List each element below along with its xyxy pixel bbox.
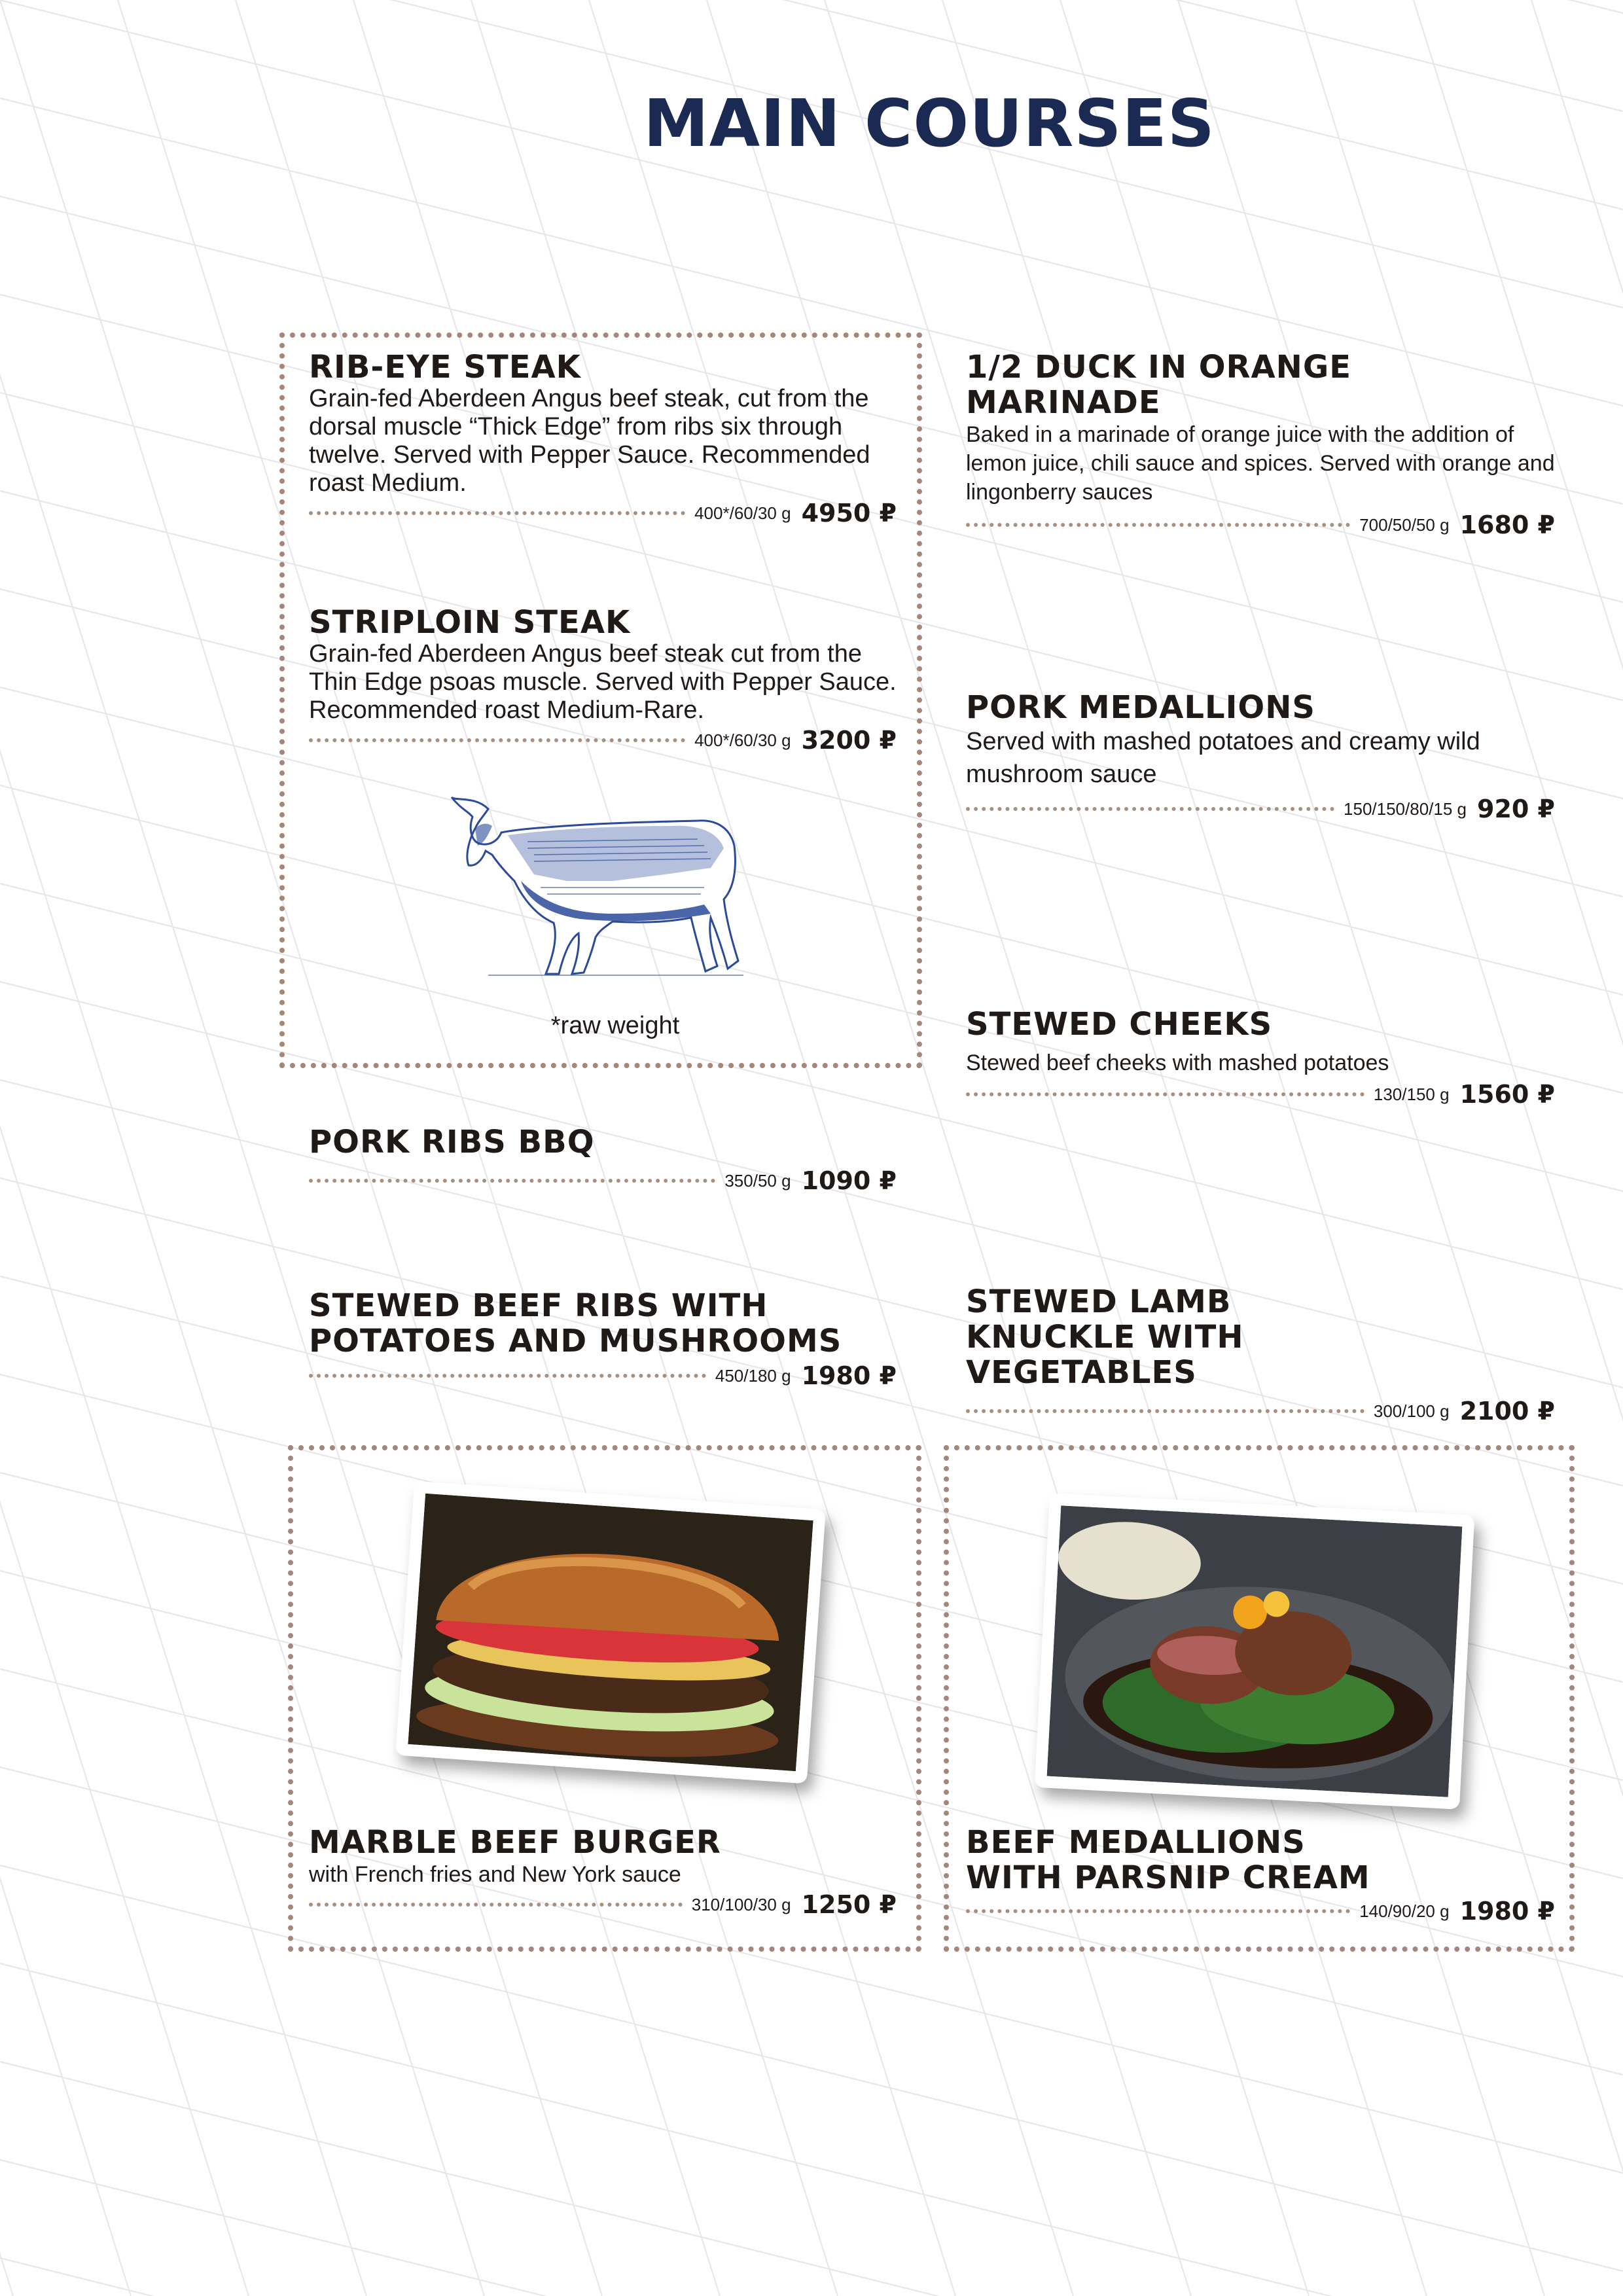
dish-name: BEEF MEDALLIONS WITH PARSNIP CREAM xyxy=(966,1824,1370,1896)
dish-name: RIB-EYE STEAK xyxy=(309,349,581,386)
page-title: MAIN COURSES xyxy=(643,85,1215,162)
dish-price: 1560 ₽ xyxy=(1459,1080,1555,1109)
menu-item-striploin xyxy=(309,605,897,755)
dotted-leader xyxy=(966,1092,1364,1096)
menu-item-duck xyxy=(966,350,1555,539)
dish-description: Baked in a marinade of orange juice with the addition of lemon juice, chili sauce and spices. Served with orange and lingonberry sauces xyxy=(966,422,1555,505)
menu-item-rib-eye xyxy=(309,350,897,528)
dish-weight: 700/50/50 g xyxy=(1359,514,1450,535)
menu-item-stewed-beef-ribs xyxy=(309,1288,897,1390)
dish-weight: 140/90/20 g xyxy=(1359,1901,1450,1921)
burger-photo xyxy=(395,1481,826,1784)
dish-name: 1/2 DUCK IN ORANGE MARINADE xyxy=(966,349,1352,421)
dish-price: 4950 ₽ xyxy=(801,499,897,528)
dish-weight: 400*/60/30 g xyxy=(694,730,791,750)
dish-name: PORK MEDALLIONS xyxy=(966,689,1315,726)
dotted-leader xyxy=(966,1909,1350,1913)
dish-weight: 310/100/30 g xyxy=(691,1894,791,1914)
dotted-leader xyxy=(309,1179,715,1183)
dotted-leader xyxy=(309,1903,683,1907)
dish-weight: 130/150 g xyxy=(1373,1084,1450,1104)
dish-weight: 300/100 g xyxy=(1373,1401,1450,1421)
dish-price: 1680 ₽ xyxy=(1459,511,1555,539)
dish-weight: 350/50 g xyxy=(724,1170,791,1191)
dish-description: Served with mashed potatoes and creamy wild mushroom sauce xyxy=(966,728,1480,788)
dish-price: 920 ₽ xyxy=(1477,795,1555,823)
dotted-leader xyxy=(309,511,685,515)
dish-name: STRIPLOIN STEAK xyxy=(309,604,631,641)
dish-price: 1090 ₽ xyxy=(801,1166,897,1195)
dish-name: STEWED CHEEKS xyxy=(966,1006,1273,1043)
dotted-leader xyxy=(966,1409,1364,1413)
dotted-leader xyxy=(966,523,1350,527)
menu-item-lamb-knuckle xyxy=(966,1284,1555,1426)
raw-weight-note: *raw weight xyxy=(550,1012,680,1039)
menu-item-beef-medallions xyxy=(966,1825,1555,1926)
dish-price: 1250 ₽ xyxy=(801,1890,897,1919)
dish-weight: 150/150/80/15 g xyxy=(1344,798,1467,819)
dish-price: 2100 ₽ xyxy=(1459,1397,1555,1426)
dish-weight: 400*/60/30 g xyxy=(694,503,791,523)
dotted-leader xyxy=(309,738,685,742)
dotted-leader xyxy=(966,807,1334,811)
dish-description: Grain-fed Aberdeen Angus beef steak, cut from the dorsal muscle “Thick Edge” from ribs six through twelve. Served with Pepper Sauce. Recommended roast Medium. xyxy=(309,385,870,497)
dish-description: Stewed beef cheeks with mashed potatoes xyxy=(966,1050,1389,1075)
cow-illustration xyxy=(449,783,743,983)
dish-price: 3200 ₽ xyxy=(801,726,897,755)
dish-description: with French fries and New York sauce xyxy=(309,1862,681,1887)
dish-description: Grain-fed Aberdeen Angus beef steak cut from the Thin Edge psoas muscle. Served with Pepper Sauce. Recommended roast Medium-Rare. xyxy=(309,640,897,724)
menu-item-pork-medallions xyxy=(966,690,1555,823)
dish-name: STEWED LAMB KNUCKLE WITH VEGETABLES xyxy=(966,1283,1244,1391)
menu-item-burger xyxy=(309,1825,897,1919)
dish-name: PORK RIBS BBQ xyxy=(309,1124,595,1160)
dish-price: 1980 ₽ xyxy=(1459,1897,1555,1926)
dish-name: MARBLE BEEF BURGER xyxy=(309,1824,721,1861)
dish-price: 1980 ₽ xyxy=(801,1361,897,1390)
dotted-leader xyxy=(309,1374,706,1378)
dish-weight: 450/180 g xyxy=(715,1365,791,1386)
dish-name: STEWED BEEF RIBS WITH POTATOES AND MUSHROOMS xyxy=(309,1287,842,1359)
beef-medallions-photo xyxy=(1035,1493,1475,1809)
menu-item-pork-ribs xyxy=(309,1124,897,1195)
menu-item-stewed-cheeks xyxy=(966,1007,1555,1109)
